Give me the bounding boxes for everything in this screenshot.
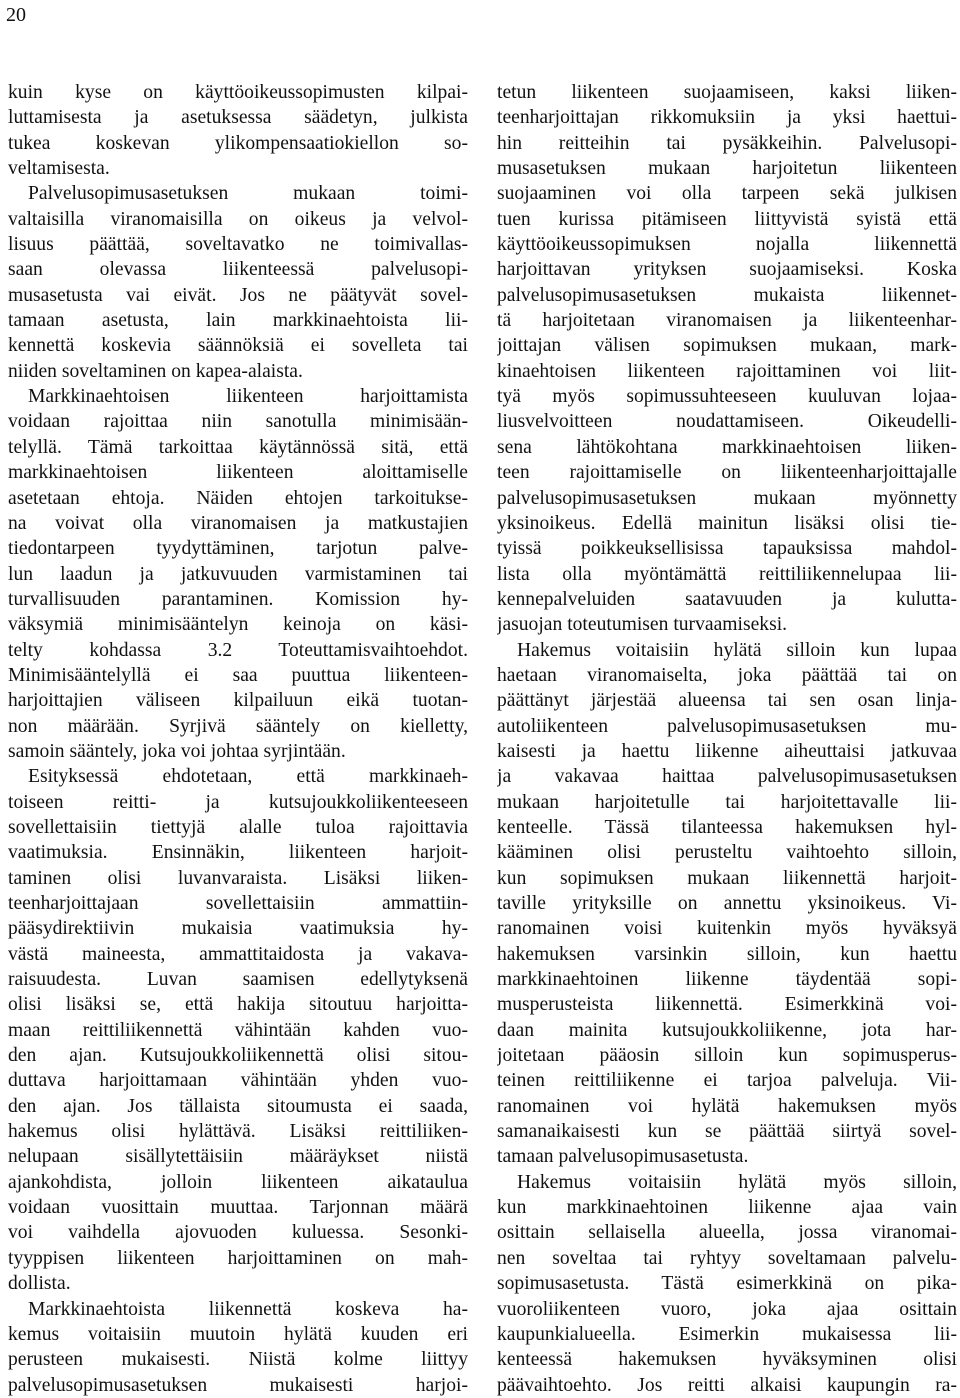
page-number: 20 bbox=[6, 4, 26, 26]
text-line: kenteessä hakemuksen hyväksyminen olisi bbox=[497, 1349, 957, 1371]
text-line: autoliikenteen palvelusopimusasetuksen mu- bbox=[497, 715, 957, 737]
text-line: luttamisesta ja asetuksessa säädetyn, julkista bbox=[8, 107, 468, 129]
text-line: harjoittajien väliseen kilpailuun eikä tuotan- bbox=[8, 690, 468, 712]
text-line: markkinaehtoisen liikenteen aloittamiselle bbox=[8, 462, 468, 484]
text-line: harjoittavan yrityksen suojaamiseksi. Koska bbox=[497, 259, 957, 281]
text-line: dollista. bbox=[8, 1273, 71, 1295]
text-line: voidaan vuosittain muuttaa. Tarjonnan määrä bbox=[8, 1197, 468, 1219]
text-line: kääminen olisi perusteltu vaihtoehto silloin, bbox=[497, 842, 957, 864]
text-line: sopimusasetusta. Tästä esimerkkinä on pika- bbox=[497, 1273, 957, 1295]
text-line: non määrään. Syrjivä sääntely on kielletty, bbox=[8, 715, 468, 737]
text-line: liusvelvoitteen noudattamiseen. Oikeudelli- bbox=[497, 411, 957, 433]
text-line: tuen kurissa pitämiseen liittyvistä syistä että bbox=[497, 208, 957, 230]
text-line: kenteelle. Tässä tilanteessa hakemuksen hyl- bbox=[497, 816, 957, 838]
text-line: tä harjoitetaan viranomaisen ja liikenteenhar- bbox=[497, 310, 957, 332]
text-line: kaisesti ja haettu liikenne aiheuttaisi jatkuvaa bbox=[497, 740, 957, 762]
text-line: daan mainita kutsujoukkoliikenne, jota har- bbox=[497, 1019, 957, 1041]
text-line: teen rajoittamiselle on liikenteenharjoittajalle bbox=[497, 462, 957, 484]
text-line: markkinaehtoinen liikenne täydentää sopi- bbox=[497, 969, 957, 991]
text-line: sovellettaisiin tiettyjä alalle tuloa rajoittavia bbox=[8, 816, 468, 838]
text-line: voi vaihdella ajovuoden kuluessa. Sesonki- bbox=[8, 1222, 468, 1244]
text-line: palvelusopimusasetuksen mukaan myönnetty bbox=[497, 487, 957, 509]
text-line: käyttöoikeussopimuksen nojalla liikennettä bbox=[497, 234, 957, 256]
text-line: kinaehtoisen liikenteen rajoittaminen voi liit- bbox=[497, 360, 957, 382]
text-line: den ajan. Kutsujoukkoliikennettä olisi sitou- bbox=[8, 1045, 468, 1067]
text-line: ranomainen voisi kuitenkin myös hyväksyä bbox=[497, 918, 957, 940]
text-line: Minimisääntelyllä ei saa puuttua liikenteen- bbox=[8, 664, 468, 686]
text-line: musasetuksen mukaan harjoitetun liikenteen bbox=[497, 158, 957, 180]
text-line: Markkinaehtoisen liikenteen harjoittamista bbox=[28, 386, 468, 408]
text-line: tetun liikenteen suojaamiseen, kaksi liiken- bbox=[497, 82, 957, 103]
text-line: ranomainen voi hylätä hakemuksen myös bbox=[497, 1095, 957, 1117]
text-line: palvelusopimusasetuksen mukaisesti harjoi- bbox=[8, 1374, 468, 1396]
text-line: joitetaan pääosin silloin kun sopimusperus- bbox=[497, 1045, 957, 1067]
text-line: teenharjoittajan rikkomuksiin ja yksi haettui- bbox=[497, 107, 957, 129]
text-line: duttava harjoittamaan vähintään yhden vuo- bbox=[8, 1070, 468, 1092]
text-line: västä maineesta, ammattitaidosta ja vakava- bbox=[8, 943, 468, 965]
text-line: mukaan harjoitetulle tai harjoitettavalle lii- bbox=[497, 791, 957, 813]
text-line: den ajan. Jos tällaista sitoumusta ei saada, bbox=[8, 1095, 468, 1117]
text-line: tyyppisen liikenteen harjoittaminen on mah- bbox=[8, 1247, 468, 1269]
text-line: suojaaminen voi olla tarpeen sekä julkisen bbox=[497, 183, 957, 205]
text-line: musasetusta vai eivät. Jos ne päätyvät sovel- bbox=[8, 284, 468, 306]
text-line: tukea koskevan ylikompensaatiokiellon so- bbox=[8, 132, 468, 154]
text-line: voidaan rajoittaa niin sanotulla minimisään- bbox=[8, 411, 468, 433]
text-line: perusteen mukaisesti. Niistä kolme liittyy bbox=[8, 1349, 468, 1371]
text-line: Hakemus voitaisiin hylätä myös silloin, bbox=[517, 1171, 957, 1193]
text-line: raisuudesta. Luvan saamisen edellytyksenä bbox=[8, 969, 468, 991]
text-line: olisi lisäksi se, että hakija sitoutuu harjoitta- bbox=[8, 994, 468, 1016]
text-line: Palvelusopimusasetuksen mukaan toimi- bbox=[28, 183, 468, 205]
text-line: tiedontarpeen tyydyttäminen, tarjotun palve- bbox=[8, 538, 468, 560]
text-line: lista olla myöntämättä reittiliikennelupaa lii- bbox=[497, 563, 957, 585]
text-line: pääsydirektiivin mukaisia vaatimuksia hy- bbox=[8, 918, 468, 940]
text-line: lisuus päättää, soveltavatko ne toimivallas- bbox=[8, 234, 468, 256]
text-line: lun laadun ja jatkuvuuden varmistaminen tai bbox=[8, 563, 468, 585]
text-line: samoin sääntely, joka voi johtaa syrjintään. bbox=[8, 740, 346, 762]
text-line: Esityksessä ehdotetaan, että markkinaeh- bbox=[28, 766, 468, 788]
text-line: telyllä. Tämä tarkoittaa käytännössä sitä, että bbox=[8, 436, 468, 458]
text-line: teinen reittiliikenne ei tarjoa palveluja. Vii- bbox=[497, 1070, 957, 1092]
text-line: nen soveltaa tai ryhtyy soveltamaan palvelu- bbox=[497, 1247, 957, 1269]
text-line: niiden soveltaminen on kapea-alaista. bbox=[8, 360, 303, 382]
text-line: vuoroliikenteen vuoro, joka ajaa osittain bbox=[497, 1298, 957, 1320]
text-line: kuin kyse on käyttöoikeussopimusten kilpai- bbox=[8, 82, 468, 103]
left-text-column bbox=[8, 80, 468, 1398]
text-line: tamaan palvelusopimusasetusta. bbox=[497, 1146, 749, 1168]
text-line: hakemuksen varsinkin silloin, kun haettu bbox=[497, 943, 957, 965]
text-line: Hakemus voitaisiin hylätä silloin kun lupaa bbox=[517, 639, 957, 661]
text-line: tamaan asetusta, lain markkinaehtoista lii- bbox=[8, 310, 468, 332]
text-line: toiseen reitti- ja kutsujoukkoliikenteeseen bbox=[8, 791, 468, 813]
text-line: yksinoikeus. Edellä mainitun lisäksi olisi tie- bbox=[497, 512, 957, 534]
text-line: osittain sellaisella alueella, jossa viranomai- bbox=[497, 1222, 957, 1244]
text-line: saan olevassa liikenteessä palvelusopi- bbox=[8, 259, 468, 281]
text-line: hakemus olisi hylättävä. Lisäksi reittiliiken- bbox=[8, 1121, 468, 1143]
text-line: päättänyt järjestää alueensa tai sen osan linja- bbox=[497, 690, 957, 712]
text-line: taminen olisi luvanvaraista. Lisäksi liiken- bbox=[8, 867, 468, 889]
text-line: turvallisuuden parantaminen. Komission hy- bbox=[8, 588, 468, 610]
text-line: Markkinaehtoista liikennettä koskeva ha- bbox=[28, 1298, 468, 1320]
text-line: kemus voitaisiin muutoin hylätä kuuden eri bbox=[8, 1323, 468, 1345]
text-line: jasuojan toteutumisen turvaamiseksi. bbox=[497, 614, 788, 636]
text-line: kaupunkialueella. Esimerkin mukaisessa lii- bbox=[497, 1323, 957, 1345]
text-line: na voivat olla viranomaisen ja matkustajien bbox=[8, 512, 468, 534]
text-line: nelupaan sisällytettäisiin määräykset niistä bbox=[8, 1146, 468, 1168]
text-line: ajankohdista, jolloin liikenteen aikataulua bbox=[8, 1171, 468, 1193]
text-line: päävaihtoehto. Jos reitti alkaisi kaupungin ra- bbox=[497, 1374, 957, 1396]
text-line: sena lähtökohtana markkinaehtoisen liiken- bbox=[497, 436, 957, 458]
text-line: joittajan välisen sopimuksen mukaan, mark- bbox=[497, 335, 957, 357]
text-line: tyä myös sopimussuhteeseen kuuluvan lojaa- bbox=[497, 386, 957, 408]
text-line: maan reittiliikennettä vähintään kahden vuo- bbox=[8, 1019, 468, 1041]
text-line: telty kohdassa 3.2 Toteuttamisvaihtoehdot. bbox=[8, 639, 468, 661]
text-line: valtaisilla viranomaisilla on oikeus ja velvol- bbox=[8, 208, 468, 230]
text-line: asetetaan ehtoja. Näiden ehtojen tarkoitukse- bbox=[8, 487, 468, 509]
right-text-column bbox=[497, 80, 957, 1398]
text-line: hin reitteihin tai pysäkkeihin. Palvelusopi- bbox=[497, 132, 957, 154]
text-line: vaatimuksia. Ensinnäkin, liikenteen harjoit- bbox=[8, 842, 468, 864]
text-line: ja vakavaa haittaa palvelusopimusasetuksen bbox=[497, 766, 957, 788]
text-line: taville yrityksille on annettu yksinoikeus. Vi- bbox=[497, 893, 957, 914]
text-line: musperusteista liikennettä. Esimerkkinä voi- bbox=[497, 994, 957, 1016]
text-line: kennepalveluiden saatavuuden ja kulutta- bbox=[497, 588, 957, 610]
text-line: väksymiä minimisääntelyn keinoja on käsi- bbox=[8, 614, 468, 636]
text-line: teenharjoittajaan sovellettaisiin ammattiin- bbox=[8, 893, 468, 914]
text-line: veltamisesta. bbox=[8, 158, 110, 180]
text-line: kun sopimuksen mukaan liikennettä harjoit- bbox=[497, 867, 957, 889]
text-line: kennettä koskevia säännöksiä ei sovelleta tai bbox=[8, 335, 468, 357]
text-line: haetaan viranomaiselta, joka päättää tai on bbox=[497, 664, 957, 686]
text-line: tyissä poikkeuksellisissa tapauksissa mahdol- bbox=[497, 538, 957, 560]
text-line: kun markkinaehtoinen liikenne ajaa vain bbox=[497, 1197, 957, 1219]
text-line: palvelusopimusasetuksen mukaista liikennet- bbox=[497, 284, 957, 306]
text-line: samanaikaisesti kun se päättää siirtyä sovel- bbox=[497, 1121, 957, 1143]
